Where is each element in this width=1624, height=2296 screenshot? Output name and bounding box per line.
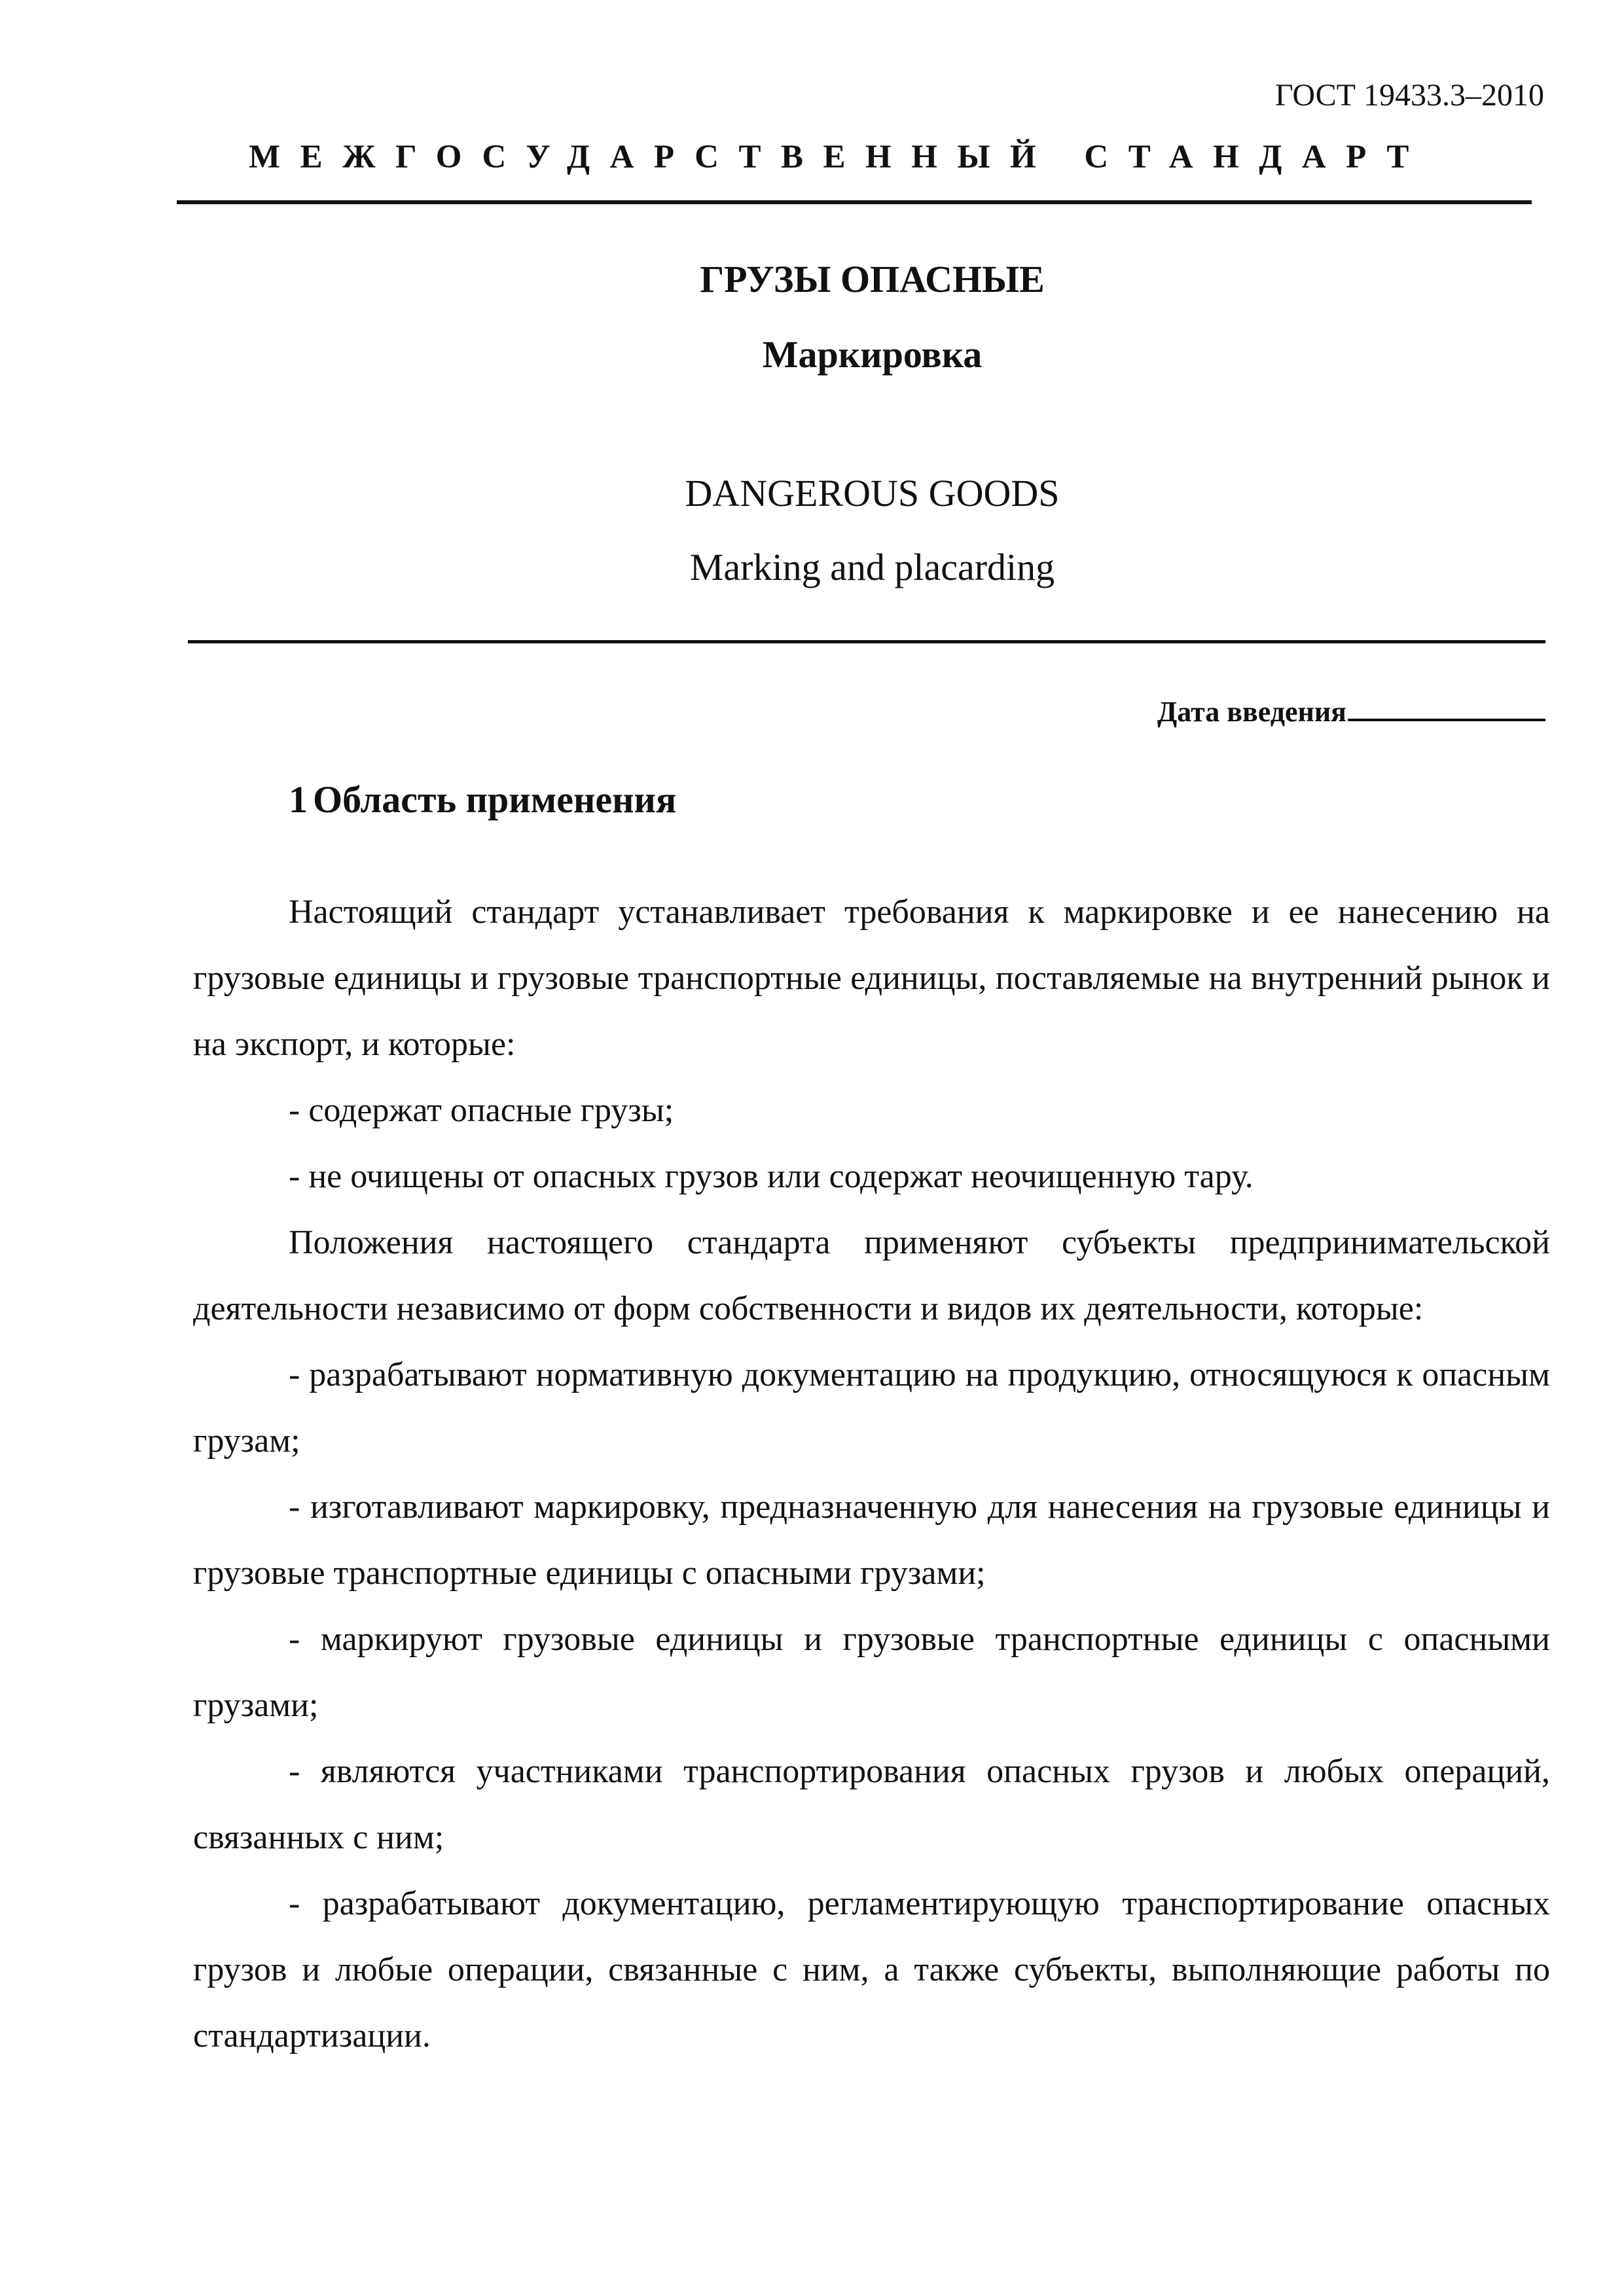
standard-type-heading: МЕЖГОСУДАРСТВЕННЫЙ СТАНДАРТ — [249, 139, 1429, 175]
top-divider — [177, 200, 1532, 204]
list-item: - являются участниками транспортирования опасных грузов и любых операций, связанных с ним; — [193, 1753, 1550, 1856]
introduction-date-label: Дата введения — [1157, 696, 1346, 728]
section-heading — [289, 778, 676, 822]
list-item: - разрабатывают нормативную документацию на продукцию, относящуюся к опасным грузам; — [193, 1356, 1550, 1460]
introduction-date — [1157, 691, 1545, 730]
title-divider — [188, 640, 1545, 643]
document-title-ru: ГРУЗЫ ОПАСНЫЕ — [700, 258, 1045, 300]
paragraph-applicability: Положения настоящего стандарта применяют субъекты предпринимательской деятельности независимо от форм собственности и видов их деятельности, которые: — [193, 1224, 1550, 1327]
section-title: Область применения — [313, 778, 677, 821]
list-item: - маркируют грузовые единицы и грузовые транспортные единицы с опасными грузами; — [193, 1621, 1550, 1724]
list-item: - разрабатывают документацию, регламентирующую транспортирование опасных грузов и любые операции, связанные с ним, а также субъекты, выполняющие работы по стандартизации. — [193, 1885, 1550, 2054]
list-item: - содержат опасные грузы; — [289, 1092, 674, 1129]
section-body — [193, 879, 1550, 2069]
list-item: - изготавливают маркировку, предназначенную для нанесения на грузовые единицы и грузовые транспортные единицы с опасными грузами; — [193, 1488, 1550, 1592]
document-code: ГОСТ 19433.3–2010 — [1274, 78, 1544, 113]
introduction-date-blank — [1348, 691, 1545, 721]
document-subtitle-en: Marking and placarding — [689, 546, 1055, 588]
section-number: 1 — [289, 778, 308, 821]
paragraph-scope-intro: Настоящий стандарт устанавливает требования к маркировке и ее нанесению на грузовые единицы и грузовые транспортные единицы, поставляемые на внутренний рынок и на экспорт, и которые: — [193, 893, 1550, 1063]
list-item: - не очищены от опасных грузов или содержат неочищенную тару. — [289, 1158, 1254, 1195]
document-subtitle-ru: Маркировка — [762, 333, 983, 376]
document-title-en: DANGEROUS GOODS — [685, 472, 1060, 514]
